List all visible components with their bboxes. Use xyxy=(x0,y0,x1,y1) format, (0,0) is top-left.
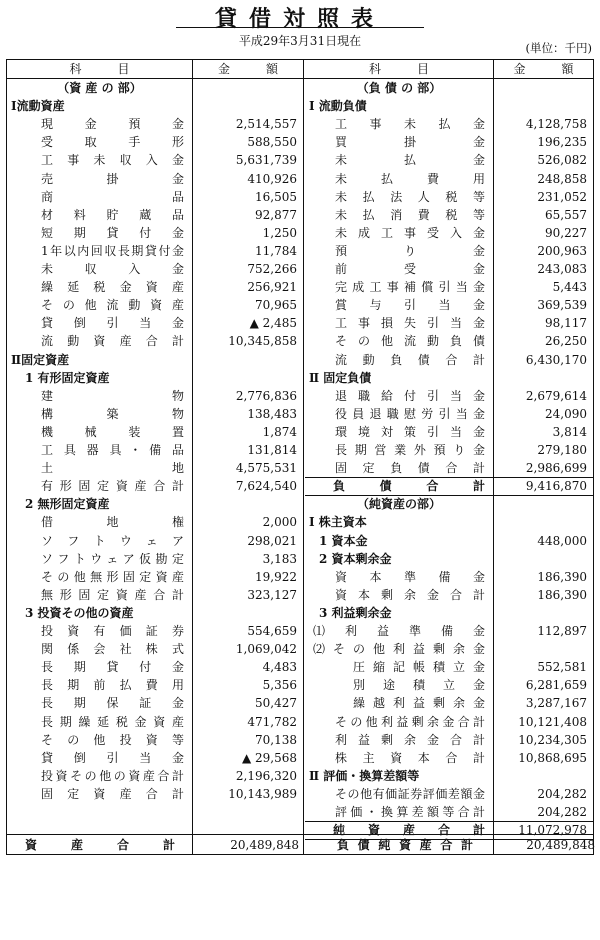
row-label: 圧縮記帳積立金 xyxy=(353,660,485,675)
row-amount xyxy=(494,640,587,658)
table-row xyxy=(305,188,593,206)
table-row xyxy=(7,206,303,224)
row-label: ⑵その他利益剰余金 xyxy=(313,642,485,657)
row-amount: 448,000 xyxy=(537,533,587,548)
row-amount: 369,539 xyxy=(537,298,587,313)
row-amount xyxy=(193,79,297,97)
table-row xyxy=(305,278,593,296)
row-label: その他無形固定資産 xyxy=(41,569,184,584)
section-heading xyxy=(7,97,303,115)
totals-rule xyxy=(7,834,593,835)
row-label: 役員退職慰労引当金 xyxy=(335,406,485,421)
row-label: 未払費用 xyxy=(335,171,485,186)
row-label: 1 有形固定資産 xyxy=(25,370,110,385)
row-label: 投資その他の資産合計 xyxy=(41,768,184,783)
table-row xyxy=(305,640,593,658)
row-label: 預り金 xyxy=(335,243,485,258)
row-label: その他利益剰余金合計 xyxy=(335,714,485,729)
row-amount: 5,443 xyxy=(552,280,587,295)
table-row xyxy=(7,405,303,423)
row-amount: 554,659 xyxy=(247,624,297,638)
row-amount: 4,483 xyxy=(262,660,297,675)
row-amount: 243,083 xyxy=(537,262,587,276)
row-amount: 248,858 xyxy=(537,171,587,186)
section-heading xyxy=(7,351,303,369)
row-label: 前受金 xyxy=(335,262,485,276)
row-label: ⑴利益準備金 xyxy=(313,624,485,638)
table-row xyxy=(7,586,303,604)
row-amount xyxy=(193,369,297,387)
assets-total-row xyxy=(15,836,600,854)
table-row xyxy=(305,586,593,604)
row-amount: 526,082 xyxy=(537,153,587,168)
right-amount-header: 金 額 xyxy=(513,62,574,76)
total-rule-top xyxy=(305,821,593,822)
section-heading xyxy=(305,495,593,513)
row-amount: 2,776,836 xyxy=(235,388,297,403)
row-amount: 2,679,614 xyxy=(525,388,587,403)
row-label: （資 産 の 部） xyxy=(57,81,142,95)
row-amount: 3,287,167 xyxy=(525,696,587,711)
row-label: 長期営業外預り金 xyxy=(335,443,485,457)
row-amount xyxy=(193,351,297,369)
row-amount: 50,427 xyxy=(255,696,297,711)
row-amount: 11,784 xyxy=(255,243,297,258)
table-row xyxy=(305,441,593,459)
table-row xyxy=(7,532,303,550)
row-amount: 3,814 xyxy=(552,424,587,439)
row-amount: ▲ 2,485 xyxy=(249,316,297,331)
table-row xyxy=(305,260,593,278)
row-label: 固定負債合計 xyxy=(335,461,485,476)
unit-label: (単位：千円) xyxy=(525,41,592,55)
table-row xyxy=(305,151,593,169)
table-row xyxy=(7,767,303,785)
row-amount: 5,356 xyxy=(262,678,297,693)
row-amount: 70,965 xyxy=(255,298,297,313)
row-amount: 65,557 xyxy=(545,207,587,222)
left-amount-header: 金 額 xyxy=(217,62,278,76)
row-amount: 4,128,758 xyxy=(525,117,587,132)
section-heading xyxy=(7,79,303,97)
row-label: 有形固定資産合計 xyxy=(41,479,184,494)
table-row xyxy=(7,513,303,531)
table-row xyxy=(7,151,303,169)
row-label: 負債合計 xyxy=(333,479,485,494)
row-label: 未払金 xyxy=(335,153,485,168)
table-row xyxy=(305,170,593,188)
center-divider xyxy=(303,60,304,854)
row-amount: 98,117 xyxy=(545,316,587,331)
row-amount: 200,963 xyxy=(537,243,587,258)
row-amount: 186,390 xyxy=(537,587,587,602)
row-label: その他投資等 xyxy=(41,732,184,747)
document-title: 貸借対照表 xyxy=(214,6,385,32)
assets-total-label: 資産合計 xyxy=(25,838,175,852)
row-label: Ⅱ 評価・換算差額等 xyxy=(309,768,420,783)
row-amount: ▲ 29,568 xyxy=(241,750,297,765)
table-row xyxy=(305,296,593,314)
table-row xyxy=(7,568,303,586)
row-amount xyxy=(494,550,587,568)
table-row xyxy=(305,731,593,749)
row-label: 関係会社株式 xyxy=(41,642,184,657)
row-amount: 752,266 xyxy=(247,262,297,276)
row-label: 買掛金 xyxy=(335,135,485,150)
row-label: 貸倒引当金 xyxy=(41,316,184,331)
liab-equity-total-amount: 20,489,848 xyxy=(526,838,595,852)
row-amount: 112,897 xyxy=(537,624,587,638)
row-amount: 186,390 xyxy=(537,569,587,584)
section-heading xyxy=(305,532,593,550)
table-row xyxy=(7,314,303,332)
row-amount: 9,416,870 xyxy=(525,479,587,494)
row-label: 工事未収入金 xyxy=(41,153,184,168)
row-label: その他流動資産 xyxy=(41,298,184,313)
row-label: （純資産の部） xyxy=(356,497,441,512)
row-label: Ⅰ 株主資本 xyxy=(309,515,367,530)
section-heading xyxy=(305,513,593,531)
row-label: 完成工事補償引当金 xyxy=(335,280,485,295)
table-row xyxy=(305,332,593,350)
row-label: 工具器具･備品 xyxy=(41,443,184,457)
row-label: 株主資本合計 xyxy=(335,750,485,765)
table-row xyxy=(7,133,303,151)
row-amount: 204,282 xyxy=(537,786,587,801)
row-label: 流動負債合計 xyxy=(335,352,485,367)
row-amount: 138,483 xyxy=(247,406,297,421)
row-label: 商品 xyxy=(41,189,184,204)
table-row xyxy=(305,351,593,369)
row-amount: 5,631,739 xyxy=(235,153,297,168)
row-label: 売掛金 xyxy=(41,171,184,186)
row-label: Ⅰ 流動負債 xyxy=(309,99,367,114)
section-heading xyxy=(305,369,593,387)
table-row xyxy=(305,206,593,224)
row-label: 受取手形 xyxy=(41,135,184,150)
row-amount: 231,052 xyxy=(537,189,587,204)
row-amount: 1,874 xyxy=(262,424,297,439)
report-date: 平成29年3月31日現在 xyxy=(238,34,362,48)
row-amount: 10,234,305 xyxy=(518,732,587,747)
title-underline xyxy=(176,27,424,28)
row-amount: 26,250 xyxy=(545,334,587,349)
right-subject-header: 科 目 xyxy=(368,62,429,76)
table-row xyxy=(305,749,593,767)
row-amount: 298,021 xyxy=(247,533,297,548)
row-label: 資本剰余金合計 xyxy=(335,587,485,602)
section-heading xyxy=(305,767,593,785)
table-row xyxy=(7,713,303,731)
table-row xyxy=(7,278,303,296)
row-label: 資本準備金 xyxy=(335,569,485,584)
row-label: 未払消費税等 xyxy=(335,207,485,222)
row-label: その他流動負債 xyxy=(335,334,485,349)
table-row xyxy=(305,676,593,694)
table-row xyxy=(7,640,303,658)
row-label: 3 投資その他の資産 xyxy=(25,605,134,620)
row-label: 未成工事受入金 xyxy=(335,225,485,240)
section-heading xyxy=(7,369,303,387)
total-rule-top xyxy=(305,477,593,478)
row-label: その他有価証券評価差額金 xyxy=(335,786,485,801)
table-row xyxy=(305,694,593,712)
row-label: 1 資本金 xyxy=(319,533,368,548)
row-amount: 256,921 xyxy=(247,280,297,295)
row-amount xyxy=(494,604,587,622)
row-label: 利益剰余金合計 xyxy=(335,732,485,747)
assets-total-amount: 20,489,848 xyxy=(230,838,299,852)
row-amount: 70,138 xyxy=(255,732,297,747)
section-heading xyxy=(305,79,593,97)
row-amount: 10,143,989 xyxy=(228,786,297,801)
table-row xyxy=(7,785,303,803)
section-heading xyxy=(305,550,593,568)
row-label: Ⅱ 固定負債 xyxy=(309,370,372,385)
row-label: Ⅰ流動資産 xyxy=(11,99,65,114)
row-amount: 6,430,170 xyxy=(525,352,587,367)
row-label: 評価・換算差額等合計 xyxy=(335,805,485,819)
table-row xyxy=(305,224,593,242)
section-heading xyxy=(305,604,593,622)
row-label: 構築物 xyxy=(41,406,184,421)
table-row xyxy=(7,170,303,188)
row-amount: 410,926 xyxy=(247,171,297,186)
row-amount: 24,090 xyxy=(545,406,587,421)
table-row xyxy=(305,423,593,441)
table-row xyxy=(7,622,303,640)
row-label: 投資有価証券 xyxy=(41,624,184,638)
liab-equity-total-label: 負債純資産合計 xyxy=(337,838,473,852)
row-label: 長期繰延税金資産 xyxy=(41,714,184,729)
row-label: ソフトウェア仮勘定 xyxy=(41,551,184,566)
table-row xyxy=(305,115,593,133)
row-label: 純資産合計 xyxy=(333,823,485,838)
row-amount: 2,000 xyxy=(262,515,297,530)
row-label: 土地 xyxy=(41,461,184,476)
row-label: 繰延税金資産 xyxy=(41,280,184,295)
table-row xyxy=(305,803,593,821)
row-amount: 196,235 xyxy=(537,135,587,150)
table-row xyxy=(305,459,593,477)
row-amount: 204,282 xyxy=(537,805,587,819)
table-row xyxy=(7,459,303,477)
row-amount xyxy=(193,97,297,115)
row-label: 貸倒引当金 xyxy=(41,750,184,765)
row-label: Ⅱ固定資産 xyxy=(11,352,70,367)
row-label: 未収入金 xyxy=(41,262,184,276)
table-row xyxy=(7,658,303,676)
row-amount: 131,814 xyxy=(247,443,297,457)
table-row xyxy=(7,676,303,694)
table-row xyxy=(305,314,593,332)
row-label: 流動資産合計 xyxy=(41,334,184,349)
total-row xyxy=(305,477,593,495)
table-row xyxy=(7,694,303,712)
row-label: 現金預金 xyxy=(41,117,184,132)
row-label: 建物 xyxy=(41,388,184,403)
row-label: 機械装置 xyxy=(41,424,184,439)
row-label: 退職給付引当金 xyxy=(335,388,485,403)
balance-sheet-table xyxy=(6,59,594,855)
table-row xyxy=(305,568,593,586)
table-row xyxy=(7,441,303,459)
table-row xyxy=(7,115,303,133)
row-label: 無形固定資産合計 xyxy=(41,587,184,602)
row-label: 2 資本剰余金 xyxy=(319,551,392,566)
row-amount: 552,581 xyxy=(537,660,587,675)
row-amount xyxy=(494,767,587,785)
table-row xyxy=(7,188,303,206)
table-row xyxy=(305,713,593,731)
table-row xyxy=(305,658,593,676)
row-label: 長期保証金 xyxy=(41,696,184,711)
row-label: 工事未払金 xyxy=(335,117,485,132)
row-label: 長期貸付金 xyxy=(41,660,184,675)
row-label: 短期貸付金 xyxy=(41,225,184,240)
row-label: 別途積立金 xyxy=(353,678,485,693)
table-row xyxy=(7,260,303,278)
row-amount xyxy=(193,495,297,513)
row-amount: 4,575,531 xyxy=(235,461,297,476)
table-row xyxy=(7,387,303,405)
table-row xyxy=(305,133,593,151)
row-amount: 323,127 xyxy=(247,587,297,602)
row-amount xyxy=(494,513,587,531)
table-row xyxy=(305,622,593,640)
row-amount: 588,550 xyxy=(247,135,297,150)
table-row xyxy=(7,749,303,767)
row-label: 未払法人税等 xyxy=(335,189,485,204)
row-amount xyxy=(494,495,587,513)
table-row xyxy=(7,477,303,495)
row-amount: 90,227 xyxy=(545,225,587,240)
row-amount: 10,121,408 xyxy=(518,714,587,729)
row-amount xyxy=(494,97,587,115)
row-label: 長期前払費用 xyxy=(41,678,184,693)
row-amount: 10,345,858 xyxy=(228,334,297,349)
row-label: 借地権 xyxy=(41,515,184,530)
row-label: 賞与引当金 xyxy=(335,298,485,313)
row-label: 1年以内回収長期貸付金 xyxy=(41,243,184,258)
table-row xyxy=(7,731,303,749)
row-label: 固定資産合計 xyxy=(41,786,184,801)
section-heading xyxy=(7,604,303,622)
section-heading xyxy=(305,97,593,115)
table-row xyxy=(305,242,593,260)
row-amount: 1,069,042 xyxy=(235,642,297,657)
row-amount: 279,180 xyxy=(537,443,587,457)
row-amount: 10,868,695 xyxy=(518,750,587,765)
table-row xyxy=(7,224,303,242)
row-amount: 1,250 xyxy=(262,225,297,240)
row-amount: 92,877 xyxy=(255,207,297,222)
row-label: 3 利益剰余金 xyxy=(319,605,392,620)
row-amount: 2,986,699 xyxy=(525,461,587,476)
table-row xyxy=(7,332,303,350)
table-row xyxy=(7,296,303,314)
row-amount xyxy=(494,369,587,387)
row-amount: 16,505 xyxy=(255,189,297,204)
row-amount xyxy=(494,79,587,97)
table-row xyxy=(305,387,593,405)
row-amount: 471,782 xyxy=(247,714,297,729)
row-amount: 2,514,557 xyxy=(235,117,297,132)
row-label: ソフトウェア xyxy=(41,533,184,548)
row-amount: 19,922 xyxy=(255,569,297,584)
row-label: 工事損失引当金 xyxy=(335,316,485,331)
row-amount: 2,196,320 xyxy=(235,768,297,783)
section-heading xyxy=(7,495,303,513)
row-amount xyxy=(193,604,297,622)
table-row xyxy=(7,423,303,441)
row-label: 材料貯蔵品 xyxy=(41,207,184,222)
row-label: 環境対策引当金 xyxy=(335,424,485,439)
row-label: 繰越利益剰余金 xyxy=(353,696,485,711)
row-label: （負 債 の 部） xyxy=(356,81,442,95)
table-row xyxy=(305,785,593,803)
row-amount: 11,072,978 xyxy=(518,823,587,838)
left-subject-header: 科 目 xyxy=(69,62,130,76)
row-amount: 6,281,659 xyxy=(525,678,587,693)
table-row xyxy=(7,550,303,568)
row-amount: 3,183 xyxy=(262,551,297,566)
table-row xyxy=(7,242,303,260)
table-row xyxy=(305,405,593,423)
row-amount: 7,624,540 xyxy=(235,479,297,494)
row-label: 2 無形固定資産 xyxy=(25,497,110,512)
